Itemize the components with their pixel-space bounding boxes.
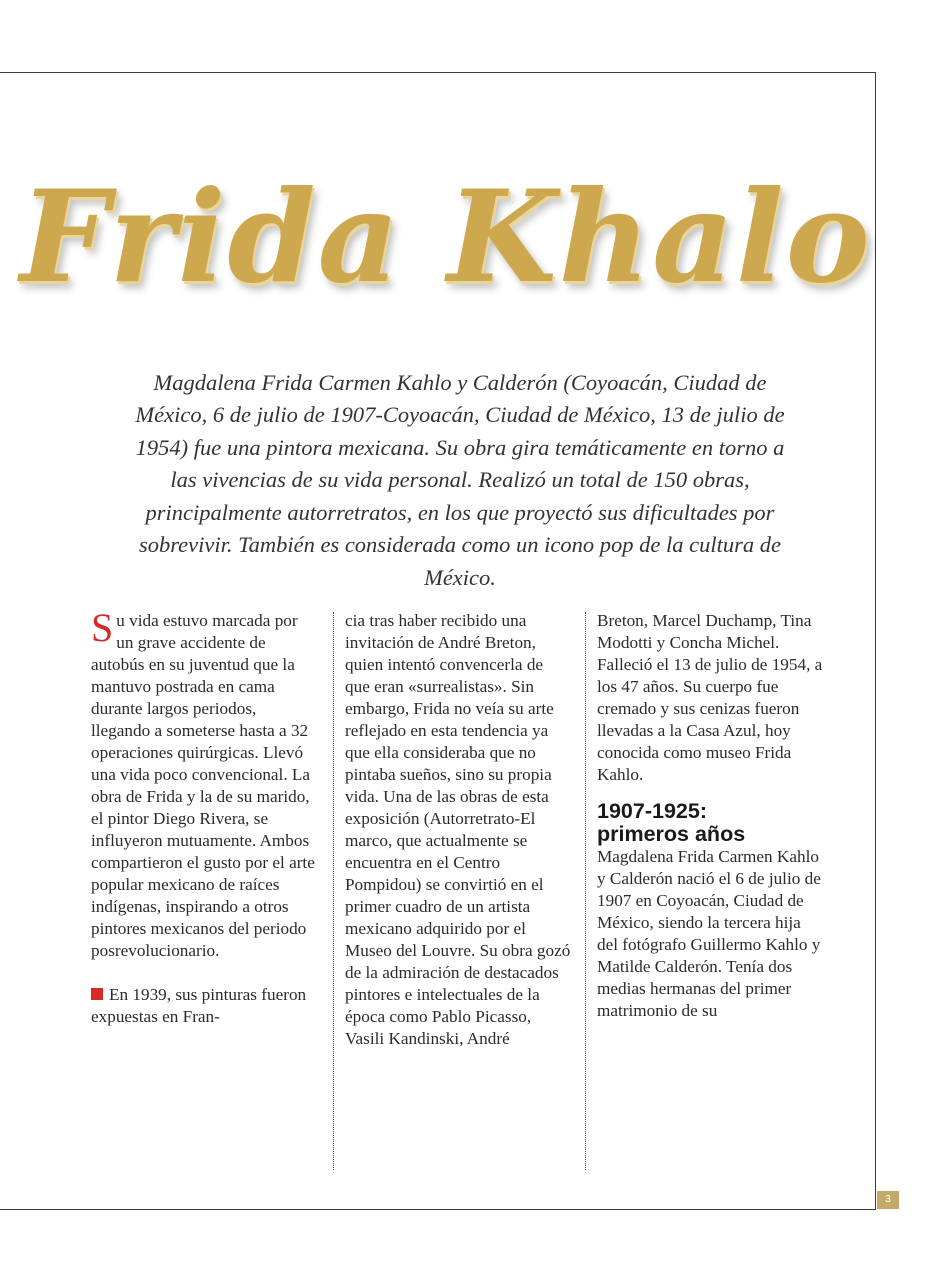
text-column-1 [91, 605, 317, 1028]
article-title: Frida Khalo [20, 163, 872, 311]
column1-paragraph-2 [91, 984, 317, 1028]
column1-paragraph-1-text: u vida estuvo marcada por un grave accidente de autobús en su juventud que la mantuvo postrada en cama durante largos periodos, llegando a someterse hasta a 32 operaciones quirúrgicas. Llevó una vida poco convencional. La obra de Frida y la de su marido, el pintor Diego Rivera, se influyeron mutuamente. Ambos compartieron el gusto por el arte popular mexicano de raíces indígenas, inspirando a otros pintores mexicanos del periodo posrevolucionario. [91, 611, 315, 960]
column1-paragraph-1 [91, 605, 317, 962]
red-square-bullet-icon [91, 988, 103, 1000]
column1-paragraph-2-text: En 1939, sus pinturas fueron expuestas en Fran- [91, 985, 307, 1026]
section-heading [597, 800, 823, 846]
section-heading-line-1: 1907-1925: [597, 799, 707, 823]
column-divider-1 [333, 612, 334, 1170]
column3-paragraph-1: Breton, Marcel Duchamp, Tina Modotti y Concha Michel. Falleció el 13 de julio de 1954, a los 47 años. Su cuerpo fue cremado y sus cenizas fueron llevadas a la Casa Azul, hoy conocida como museo Frida Kahlo. [597, 611, 823, 784]
section-heading-line-2: primeros años [597, 822, 746, 846]
text-column-3 [597, 610, 823, 1022]
page-frame-top [0, 72, 876, 73]
text-column-2 [345, 610, 571, 1050]
drop-cap: S [91, 605, 114, 650]
column-divider-2 [585, 612, 586, 1170]
column2-paragraph-1: cia tras haber recibido una invitación de André Breton, quien intentó convencerla de que eran «surrealistas». Sin embargo, Frida no veía su arte reflejado en esta tendencia ya que ella consideraba que no pintaba sueños, sino su propia vida. Una de las obras de esta exposición (Autorretrato-El marco, que actualmente se encuentra en el Centro Pompidou) se convirtió en el primer cuadro de un artista mexicano adquirido por el Museo del Louvre. Su obra gozó de la admiración de destacados pintores e intelectuales de la época como Pablo Picasso, Vasili Kandinski, André [345, 611, 571, 1048]
column3-paragraph-2: Magdalena Frida Carmen Kahlo y Calderón nació el 6 de julio de 1907 en Coyoacán, Ciudad de México, siendo la tercera hija del fotógrafo Guillermo Kahlo y Matilde Calderón. Tenía dos medias hermanas del primer matrimonio de su [597, 847, 821, 1020]
article-intro: Magdalena Frida Carmen Kahlo y Calderón (Coyoacán, Ciudad de México, 6 de julio de 1907-Coyoacán, Ciudad de México, 13 de julio de 1954) fue una pintora mexicana. Su obra gira temáticamente en torno a las vivencias de su vida personal. Realizó un total de 150 obras, principalmente autorretratos, en los que proyectó sus dificultades por sobrevivir. También es considerada como un icono pop de la cultura de México. [135, 369, 785, 590]
page-frame-right [875, 72, 876, 1210]
page-frame-bottom [0, 1209, 876, 1210]
page-number: 3 [877, 1191, 899, 1209]
